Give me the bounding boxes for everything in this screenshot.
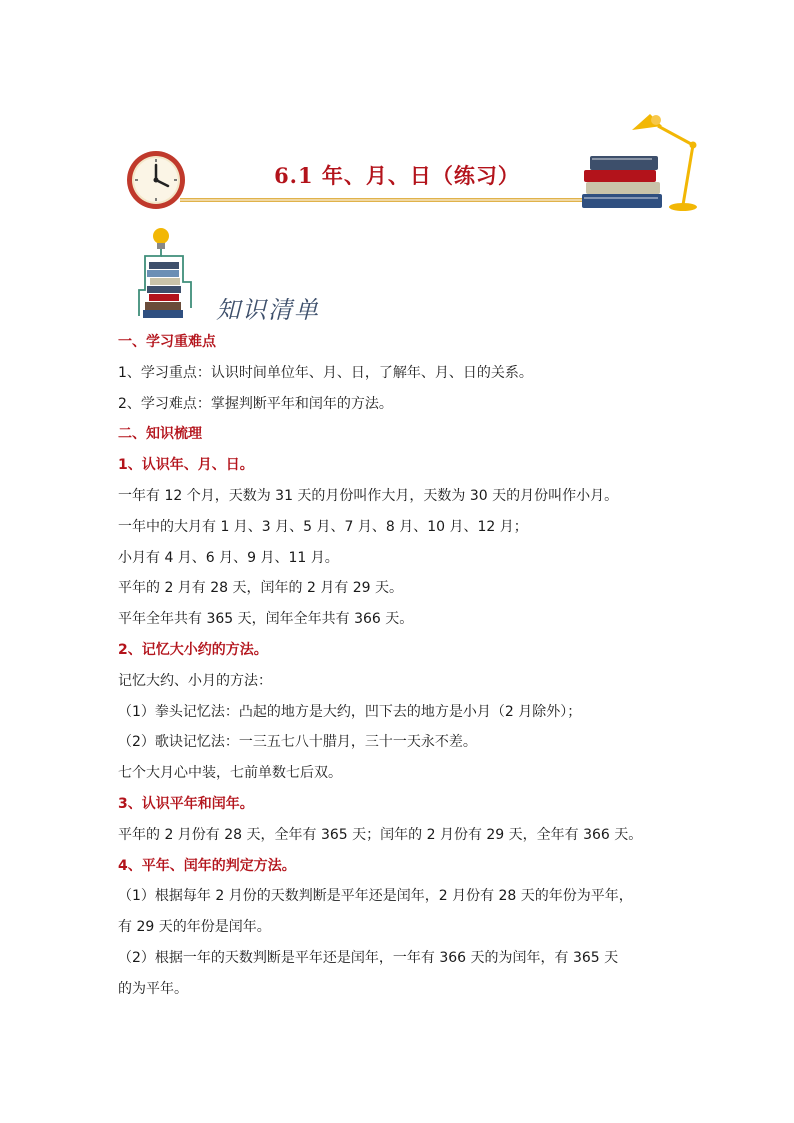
text-line: （2）根据一年的天数判断是平年还是闰年，一年有 366 天的为闰年，有 365 天	[118, 949, 619, 966]
text-line: 记忆大约、小月的方法：	[118, 672, 272, 689]
text-line: 1、学习重点：认识时间单位年、月、日，了解年、月、日的关系。	[118, 364, 533, 381]
text-line: （2）歌诀记忆法：一三五七八十腊月，三十一天永不差。	[118, 734, 477, 751]
text-line: （1）根据每年 2 月份的天数判断是平年还是闰年，2 月份有 28 天的年份为平年，	[118, 888, 633, 905]
text-line: 的为平年。	[118, 980, 188, 997]
text-line: 平年的 2 月有 28 天，闰年的 2 月有 29 天。	[118, 580, 404, 597]
text-line: 一年中的大月有 1 月、3 月、5 月、7 月、8 月、10 月、12 月；	[118, 518, 528, 535]
text-line: 七个大月心中装，七前单数七后双。	[118, 765, 342, 782]
section-heading: 一、学习重难点	[118, 334, 216, 350]
books-lamp-icon	[578, 100, 708, 215]
subsection-heading: 4、平年、闰年的判定方法。	[118, 857, 296, 874]
text-line: 小月有 4 月、6 月、9 月、11 月。	[118, 549, 339, 566]
text-line: 平年的 2 月份有 28 天，全年有 365 天；闰年的 2 月份有 29 天，全年有 366 天。	[118, 826, 643, 843]
page-header	[0, 0, 794, 240]
subsection-heading: 1、认识年、月、日。	[118, 457, 254, 474]
subsection-heading: 2、记忆大小约的方法。	[118, 641, 268, 658]
text-line: 2、学习难点：掌握判断平年和闰年的方法。	[118, 395, 393, 412]
subsection-heading: 3、认识平年和闰年。	[118, 795, 254, 812]
knowledge-list-heading: 知识清单	[216, 296, 320, 324]
content-body	[118, 327, 698, 1005]
page-title: 6.1 年、月、日（练习）	[274, 163, 520, 188]
text-line: 有 29 天的年份是闰年。	[118, 919, 271, 936]
text-line: 一年有 12 个月，天数为 31 天的月份叫作大月，天数为 30 天的月份叫作小月。	[118, 487, 619, 504]
text-line: （1）拳头记忆法：凸起的地方是大约，凹下去的地方是小月（2 月除外）；	[118, 703, 582, 720]
section-heading: 二、知识梳理	[118, 426, 202, 443]
text-line: 平年全年共有 365 天，闰年全年共有 366 天。	[118, 611, 414, 628]
title-underline	[180, 198, 610, 202]
